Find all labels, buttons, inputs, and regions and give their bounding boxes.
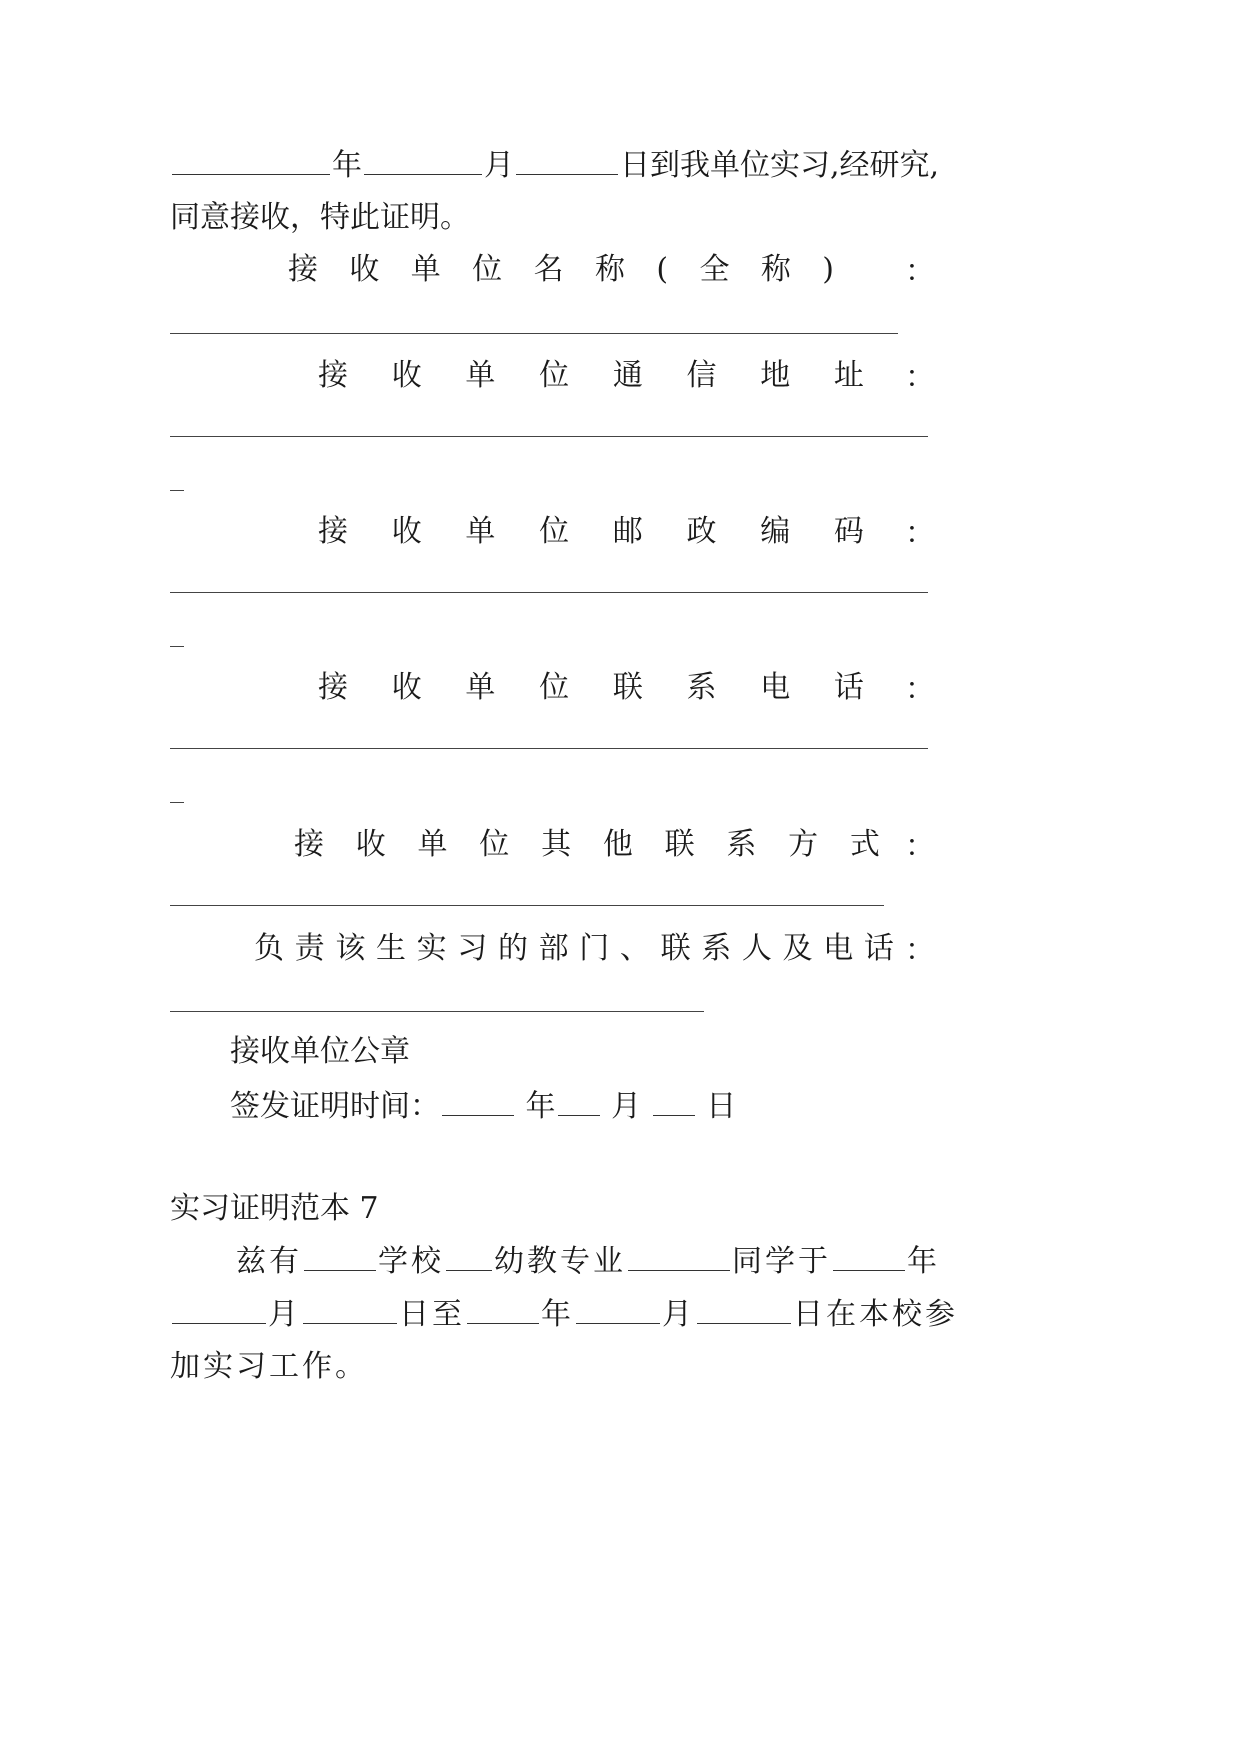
field-other-blank[interactable] <box>170 905 884 906</box>
section-title: 实习证明范本 7 <box>170 1191 379 1226</box>
field-address-blank[interactable] <box>170 436 928 437</box>
sign-date-day-blank[interactable] <box>653 1087 695 1116</box>
sign-date-line <box>230 1087 736 1127</box>
intro-tail: 日到我单位实习,经研究, <box>620 148 940 183</box>
sample-end-day-blank[interactable] <box>697 1295 791 1324</box>
field-dept-label: 负 责 该 生 实 习 的 部 门 、 联 系 人 及 电 话 <box>254 931 894 966</box>
year-char: 年 <box>332 148 362 183</box>
field-phone-colon: ： <box>905 672 935 707</box>
field-dept-blank[interactable] <box>170 1011 704 1012</box>
sample-year-blank[interactable] <box>833 1242 905 1271</box>
field-postcode-blank-wrap <box>170 646 184 647</box>
sign-date-year: 年 <box>525 1089 556 1124</box>
sample-school-blank[interactable] <box>304 1242 376 1271</box>
sample-name-blank[interactable] <box>628 1242 730 1271</box>
sample-line-3: 加实习工作。 <box>170 1349 368 1384</box>
field-other-label: 接 收 单 位 其 他 联 系 方 式 <box>294 827 880 862</box>
sample-end-month-blank[interactable] <box>576 1295 660 1324</box>
sign-date-month-blank[interactable] <box>558 1087 600 1116</box>
sign-date-year-blank[interactable] <box>442 1087 514 1116</box>
field-address-blank-wrap <box>170 490 184 491</box>
seal-label: 接收单位公章 <box>230 1034 410 1069</box>
field-other-colon: ： <box>905 829 935 864</box>
blank-day[interactable] <box>516 146 618 175</box>
intro-line-2: 同意接收，特此证明。 <box>170 200 470 235</box>
sample-major-blank[interactable] <box>446 1242 492 1271</box>
field-address-colon: ： <box>905 360 935 395</box>
sample-line-2: 月 日至 年 月 日在本校参 <box>170 1295 958 1335</box>
sample-day-blank[interactable] <box>303 1295 397 1324</box>
blank-month[interactable] <box>364 146 482 175</box>
field-phone-blank[interactable] <box>170 748 928 749</box>
sign-date-month: 月 <box>611 1089 642 1124</box>
month-char: 月 <box>484 148 514 183</box>
field-postcode-blank[interactable] <box>170 592 928 593</box>
field-postcode-colon: ： <box>905 516 935 551</box>
sample-month-blank[interactable] <box>172 1295 266 1324</box>
blank-year[interactable] <box>172 146 330 175</box>
field-name-colon: ： <box>905 254 935 289</box>
sample-end-year-blank[interactable] <box>467 1295 539 1324</box>
field-name-blank[interactable] <box>170 333 898 334</box>
sign-date-day: 日 <box>706 1089 737 1124</box>
field-dept-colon: ： <box>905 933 935 968</box>
field-address-label: 接 收 单 位 通 信 地 址 <box>318 358 864 393</box>
intro-line-1 <box>170 146 939 186</box>
field-postcode-label: 接 收 单 位 邮 政 编 码 <box>318 514 864 549</box>
field-name-label: 接 收 单 位 名 称 ( 全 称 ) <box>288 252 834 287</box>
field-phone-blank-wrap <box>170 802 184 803</box>
field-phone-label: 接 收 单 位 联 系 电 话 <box>318 670 864 705</box>
sample-line-1: 兹有 学校 幼教专业 同学于 年 <box>236 1244 940 1279</box>
sign-date-label: 签发证明时间： <box>230 1089 440 1124</box>
